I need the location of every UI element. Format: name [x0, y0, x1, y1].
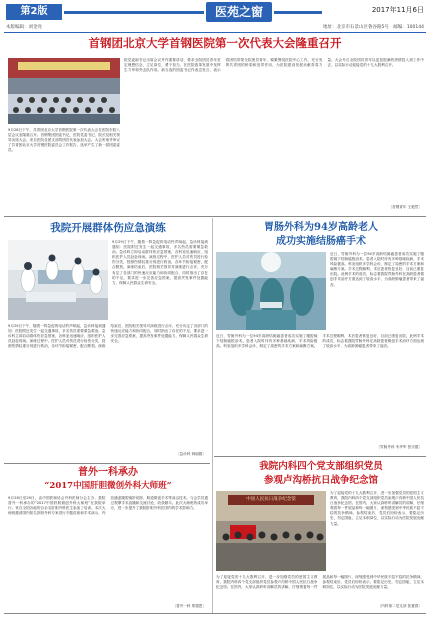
article2-headline: 我院开展群体伤应急演练 [50, 222, 166, 234]
article3-body-lower: 近日，胃肠外科为一位94岁高龄结肠癌患者成功实施了腹腔镜下结肠癌根治术。患者入院时伴有多种基础疾病，手术风险极高。科室组织多学科会诊，制定了周密的手术方案和麻醉方案。手术过程顺利，术后患者恢复良好，目前已康复出院。此例手术的成功，标志着我院胃肠外科在高龄患者微创手术治疗方面达到了较高水平，为高龄肿瘤患者带来了福音。 [216, 334, 424, 349]
article5-headline-line2: “2017中国肝胆微创外科大师班” [44, 481, 172, 491]
article3-headline-line1: 胃肠外科为94岁高龄老人 [264, 222, 378, 233]
article4-photo-banner: 中国人民抗日战争纪念馆 [246, 497, 296, 502]
article4-headline-line1: 我院内科四个党支部组织党员 [259, 461, 383, 472]
column-divider [212, 218, 213, 614]
article1-body-right: 院党委副书记出席会议并作重要讲话，要求全院团员青年坚定理想信念，立足岗位，勇于担当，在医院改革发展中发挥生力军和突击队作用。新当选的团委书记作表态发言，表示将团结带领全院团员青年，紧紧围绕医院中心工作，充分发挥共青团的桥梁和纽带作用，为医院建设发展贡献青春力量。大会号召全院团员青年以更加饱满的热情投入到工作中去，以实际行动迎接党的十九大胜利召开。 [124, 58, 424, 73]
article2-photo [8, 240, 108, 320]
date-line: 2017年11月6日 [371, 6, 424, 14]
article1-signature: 〔首钢青年 王艳然〕 [388, 205, 422, 209]
article1-rule [4, 216, 426, 217]
editor-line: 本版编辑：刘金亮 [6, 25, 42, 30]
article2-body-lower: 9月29日下午，随着一阵急促的电话铃声响起，急诊科接到通知：医院附近发生一起交通事故，多名伤员需要紧急救治。急诊科立即启动群体伤应急预案，各科室迅速响应，组织医护人员赶赴现场。演练过程中，医护人员对伤员进行检伤分类，按照伤情轻重分别进行救治，各环节衔接紧密，配合默契。演练结束后，医院相关领导对演练进行点评，充分肯定了各部门的快速反应能力和协同配合，同时指出了存在的不足，要求进一步完善应急预案，提高突发事件处置能力，保障人民群众生命安全。 [8, 324, 208, 349]
article2-rule [4, 463, 210, 464]
article3-rule [214, 456, 426, 457]
article4-photo [216, 491, 326, 571]
article4-signature: 〔内科第二党支部 张夏群〕 [377, 604, 422, 608]
masthead-rule [4, 32, 426, 33]
article1-headline: 首钢团北京大学首钢医院第一次代表大会隆重召开 [88, 36, 342, 50]
bottom-rule [4, 613, 426, 614]
banner-stripe-right [274, 11, 322, 14]
banner-stripe [64, 11, 204, 14]
article5-headline-line1: 普外一科承办 [78, 467, 138, 478]
article2-signature: 〔急诊科 韩丽娟〕 [176, 452, 206, 456]
article4-headline-line2: 参观卢沟桥抗日战争纪念馆 [263, 475, 378, 486]
banner-title: 医苑之窗 [206, 2, 272, 22]
article3-signature: 〔胃肠外科 朱华军 张宗德〕 [376, 445, 422, 449]
article4-body: 为了迎接党的十九大胜利召开，进一步加强党员的爱国主义教育，我院内科四个党支部组织党员参观卢沟桥中国人民抗日战争纪念馆。在馆内，大家认真聆听讲解员的讲解，仔细观看每一件展品和每一幅图片，深刻感受到中华民族不屈不挠的抗争精神。参观结束后，党员们纷纷表示，要铭记历史，勿忘国耻，立足本职岗位，以实际行动为医院发展贡献力量。 [330, 491, 424, 526]
article3-photo [216, 252, 326, 330]
address-line: 地址：北京市石景山区鲁谷路5号 邮编：100144 [322, 25, 424, 30]
article2-body: 9月29日下午，随着一阵急促的电话铃声响起，急诊科接到通知：医院附近发生一起交通事故，多名伤员需要紧急救治。急诊科立即启动群体伤应急预案，各科室迅速响应，组织医护人员赶赴现场。演练过程中，医护人员对伤员进行检伤分类，按照伤情轻重分别进行救治，各环节衔接紧密，配合默契。演练结束后，医院相关领导对演练进行点评，充分肯定了各部门的快速反应能力和协同配合，同时指出了存在的不足，要求进一步完善应急预案，提高突发事件处置能力，保障人民群众生命安全。 [112, 240, 208, 285]
article3-body: 近日，胃肠外科为一位94岁高龄结肠癌患者成功实施了腹腔镜下结肠癌根治术。患者入院时伴有多种基础疾病，手术风险极高。科室组织多学科会诊，制定了周密的手术方案和麻醉方案。手术过程顺利，术后患者恢复良好，目前已康复出院。此例手术的成功，标志着我院胃肠外科在高龄患者微创手术治疗方面达到了较高水平，为高龄肿瘤患者带来了福音。 [330, 252, 424, 287]
article1-body-left: 9月28日下午，共青团北京大学首钢医院第一次代表大会在医院东院八层会议室隆重召开。首钢集团团委书记，医院党委书记、院长及相关领导出席大会。来自医院各团支部的团员代表参加大会。大会听取并审议了共青团北京大学首钢医院委员会工作报告，选举产生了新一届团委委员。 [8, 128, 120, 153]
article5-body: 9月28日至29日，由中国医师协会外科医师分会主办、我院普外一科承办的“2017中国肝胆微创外科大师班”在我院举行。来自全国各地的百余名肝胆外科医生参加了培训。本次大师班邀请国内知名肝胆外科专家进行专题讲座和手术演示，内容涵盖腹腔镜肝切除、胆道微创手术等前沿技术。与会学员通过观摩手术直播和交流讨论，收获颇丰。此次大师班的成功举办，进一步提升了我院肝胆外科在国内的学术影响力。 [8, 496, 208, 516]
article4-body-lower: 为了迎接党的十九大胜利召开，进一步加强党员的爱国主义教育，我院内科四个党支部组织党员参观卢沟桥中国人民抗日战争纪念馆。在馆内，大家认真聆听讲解员的讲解，仔细观看每一件展品和每一幅图片，深刻感受到中华民族不屈不挠的抗争精神。参观结束后，党员们纷纷表示，要铭记历史，勿忘国耻，立足本职岗位，以实际行动为医院发展贡献力量。 [216, 575, 424, 590]
article3-headline-line2: 成功实施结肠癌手术 [276, 236, 366, 247]
page-label: 第2版 [6, 4, 62, 20]
article1-photo [8, 58, 120, 124]
article5-signature: 〔普外一科 郑德恩〕 [172, 604, 206, 608]
